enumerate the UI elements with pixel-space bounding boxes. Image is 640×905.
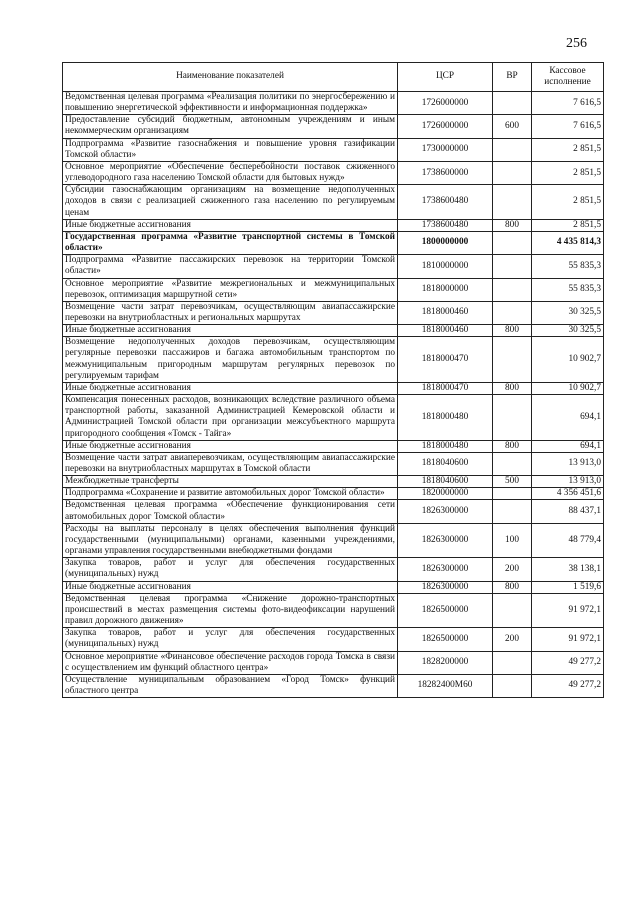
cell-csr: 1738600480 <box>398 185 493 219</box>
cell-vr: 200 <box>493 558 532 581</box>
cell-name: Подпрограмма «Сохранение и развитие автомобильных дорог Томской области» <box>63 488 398 500</box>
cell-csr: 1818000460 <box>398 301 493 324</box>
table-row <box>63 523 604 557</box>
cell-csr: 1726000000 <box>398 115 493 138</box>
cell-name: Субсидии газоснабжающим организациям на возмещение недополученных доходов в связи с реализацией сжиженного газа населению по регулируемым ценам <box>63 185 398 219</box>
table-row <box>63 185 604 219</box>
cell-vr <box>493 488 532 500</box>
cell-amount: 30 325,5 <box>532 301 604 324</box>
cell-amount: 48 779,4 <box>532 523 604 557</box>
cell-vr: 800 <box>493 440 532 452</box>
cell-name: Основное мероприятие «Обеспечение бесперебойности поставок сжиженного углеводородного газа населению Томской области для бытовых нужд» <box>63 161 398 184</box>
table-row <box>63 382 604 394</box>
cell-vr <box>493 593 532 627</box>
cell-vr: 600 <box>493 115 532 138</box>
cell-amount: 2 851,5 <box>532 219 604 231</box>
cell-vr <box>493 138 532 161</box>
table-header-row <box>63 63 604 92</box>
cell-csr: 1818000460 <box>398 325 493 337</box>
cell-name: Иные бюджетные ассигнования <box>63 219 398 231</box>
cell-amount: 4 435 814,3 <box>532 231 604 254</box>
table-row <box>63 138 604 161</box>
cell-name: Иные бюджетные ассигнования <box>63 382 398 394</box>
cell-amount: 4 356 451,6 <box>532 488 604 500</box>
cell-amount: 88 437,1 <box>532 500 604 523</box>
cell-csr: 1818000480 <box>398 440 493 452</box>
cell-csr: 1726000000 <box>398 92 493 115</box>
cell-name: Ведомственная целевая программа «Обеспечение функционирования сети автомобильных дорог Томской области» <box>63 500 398 523</box>
cell-amount: 2 851,5 <box>532 138 604 161</box>
cell-vr: 800 <box>493 581 532 593</box>
cell-amount: 13 913,0 <box>532 476 604 488</box>
table-row <box>63 651 604 674</box>
table-row <box>63 219 604 231</box>
cell-vr <box>493 674 532 697</box>
cell-name: Основное мероприятие «Финансовое обеспечение расходов города Томска в связи с осуществлением им функций областного центра» <box>63 651 398 674</box>
cell-vr <box>493 278 532 301</box>
cell-csr: 1820000000 <box>398 488 493 500</box>
cell-vr: 200 <box>493 628 532 651</box>
cell-csr: 1818000480 <box>398 395 493 441</box>
cell-csr: 1826300000 <box>398 523 493 557</box>
cell-vr <box>493 500 532 523</box>
table-row <box>63 488 604 500</box>
cell-csr: 1828200000 <box>398 651 493 674</box>
cell-vr: 100 <box>493 523 532 557</box>
cell-name: Осуществление муниципальным образованием «Город Томск» функций областного центра <box>63 674 398 697</box>
cell-name: Подпрограмма «Развитие газоснабжения и повышение уровня газификации Томской области» <box>63 138 398 161</box>
cell-vr <box>493 185 532 219</box>
cell-csr: 1730000000 <box>398 138 493 161</box>
cell-amount: 13 913,0 <box>532 452 604 475</box>
cell-csr: 1818000470 <box>398 382 493 394</box>
cell-amount: 7 616,5 <box>532 115 604 138</box>
cell-csr: 1738600000 <box>398 161 493 184</box>
table-row <box>63 301 604 324</box>
cell-csr: 1800000000 <box>398 231 493 254</box>
cell-name: Возмещение части затрат перевозчикам, осуществляющим авиапассажирские перевозки на внутриобластных и региональных маршрутах <box>63 301 398 324</box>
table-row <box>63 255 604 278</box>
cell-name: Иные бюджетные ассигнования <box>63 325 398 337</box>
table-row <box>63 500 604 523</box>
cell-amount: 10 902,7 <box>532 337 604 383</box>
table-row <box>63 395 604 441</box>
cell-name: Расходы на выплаты персоналу в целях обеспечения выполнения функций государственными (муниципальными) органами, казенными учреждениями, органами управления государственными внебюджетными фондами <box>63 523 398 557</box>
table-row <box>63 92 604 115</box>
cell-amount: 91 972,1 <box>532 593 604 627</box>
cell-name: Предоставление субсидий бюджетным, автономным учреждениям и иным некоммерческим организациям <box>63 115 398 138</box>
cell-amount: 38 138,1 <box>532 558 604 581</box>
cell-vr <box>493 231 532 254</box>
cell-csr: 1818040600 <box>398 452 493 475</box>
cell-vr: 500 <box>493 476 532 488</box>
cell-vr <box>493 651 532 674</box>
header-amount: Кассовое исполнение <box>532 63 604 92</box>
table-row <box>63 674 604 697</box>
cell-vr <box>493 395 532 441</box>
cell-vr <box>493 337 532 383</box>
cell-amount: 2 851,5 <box>532 161 604 184</box>
table-row <box>63 325 604 337</box>
cell-name: Иные бюджетные ассигнования <box>63 440 398 452</box>
cell-amount: 30 325,5 <box>532 325 604 337</box>
cell-vr: 800 <box>493 219 532 231</box>
table-row <box>63 558 604 581</box>
cell-csr: 1818000470 <box>398 337 493 383</box>
cell-name: Возмещение недополученных доходов перевозчикам, осуществляющим регулярные перевозки пассажиров и багажа автомобильным транспортом по межмуниципальным пригородным маршрутам регулярных перевозок по регулируемым тарифам <box>63 337 398 383</box>
cell-name: Закупка товаров, работ и услуг для обеспечения государственных (муниципальных) нужд <box>63 628 398 651</box>
cell-name: Подпрограмма «Развитие пассажирских перевозок на территории Томской области» <box>63 255 398 278</box>
cell-amount: 49 277,2 <box>532 651 604 674</box>
header-name: Наименование показателей <box>63 63 398 92</box>
table-body <box>63 92 604 698</box>
table-row <box>63 278 604 301</box>
cell-amount: 10 902,7 <box>532 382 604 394</box>
cell-name: Возмещение части затрат авиаперевозчикам, осуществляющим авиапассажирские перевозки на внутриобластных маршрутах в Томской области <box>63 452 398 475</box>
cell-amount: 694,1 <box>532 440 604 452</box>
cell-vr <box>493 301 532 324</box>
cell-amount: 694,1 <box>532 395 604 441</box>
table-row <box>63 161 604 184</box>
cell-name: Закупка товаров, работ и услуг для обеспечения государственных (муниципальных) нужд <box>63 558 398 581</box>
cell-csr: 1818000000 <box>398 278 493 301</box>
cell-csr: 1826300000 <box>398 581 493 593</box>
cell-name: Государственная программа «Развитие транспортной системы в Томской области» <box>63 231 398 254</box>
cell-name: Основное мероприятие «Развитие межрегиональных и межмуниципальных перевозок, оптимизация маршрутной сети» <box>63 278 398 301</box>
cell-csr: 1826300000 <box>398 500 493 523</box>
cell-vr <box>493 161 532 184</box>
cell-amount: 49 277,2 <box>532 674 604 697</box>
cell-amount: 2 851,5 <box>532 185 604 219</box>
cell-csr: 1738600480 <box>398 219 493 231</box>
header-vr: ВР <box>493 63 532 92</box>
budget-table <box>62 62 604 698</box>
cell-name: Ведомственная целевая программа «Снижение дорожно-транспортных происшествий в местах размещения системы фото-видеофиксации нарушений правил дорожного движения» <box>63 593 398 627</box>
table-row <box>63 452 604 475</box>
table-row <box>63 628 604 651</box>
table-row <box>63 231 604 254</box>
cell-csr: 1826500000 <box>398 628 493 651</box>
cell-csr: 1826500000 <box>398 593 493 627</box>
cell-amount: 55 835,3 <box>532 255 604 278</box>
page-number: 256 <box>566 36 587 51</box>
table-row <box>63 581 604 593</box>
cell-amount: 7 616,5 <box>532 92 604 115</box>
cell-vr <box>493 255 532 278</box>
cell-name: Иные бюджетные ассигнования <box>63 581 398 593</box>
cell-amount: 1 519,6 <box>532 581 604 593</box>
cell-csr: 1826300000 <box>398 558 493 581</box>
table-row <box>63 337 604 383</box>
table-row <box>63 115 604 138</box>
table-row <box>63 476 604 488</box>
table-row <box>63 593 604 627</box>
cell-csr: 18282400М60 <box>398 674 493 697</box>
table-row <box>63 440 604 452</box>
header-csr: ЦСР <box>398 63 493 92</box>
cell-amount: 55 835,3 <box>532 278 604 301</box>
cell-vr: 800 <box>493 325 532 337</box>
cell-csr: 1810000000 <box>398 255 493 278</box>
cell-vr <box>493 92 532 115</box>
cell-name: Компенсация понесенных расходов, возникающих вследствие различного объема транспортной работы, заказанной Администрацией Кемеровской области и Администрацией Томской области при организации межсубъектного маршрута пригородного сообщения «Томск - Тайга» <box>63 395 398 441</box>
cell-amount: 91 972,1 <box>532 628 604 651</box>
cell-vr <box>493 452 532 475</box>
cell-name: Межбюджетные трансферты <box>63 476 398 488</box>
cell-csr: 1818040600 <box>398 476 493 488</box>
cell-name: Ведомственная целевая программа «Реализация политики по энергосбережению и повышению энергетической эффективности и информационная поддержка» <box>63 92 398 115</box>
cell-vr: 800 <box>493 382 532 394</box>
